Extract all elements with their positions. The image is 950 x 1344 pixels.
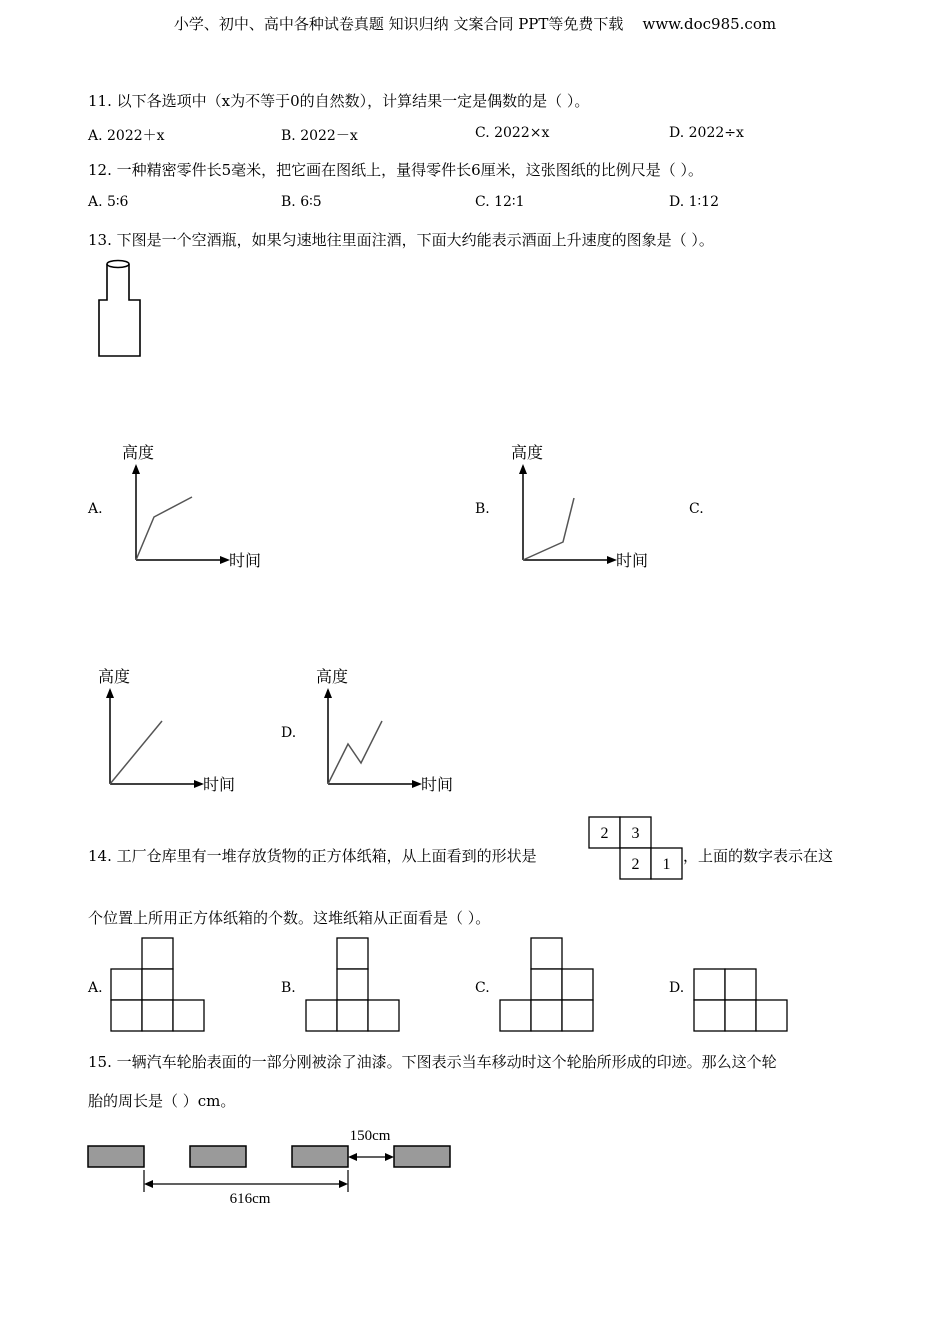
gap-label: 150cm [349, 1128, 391, 1144]
graph-d-x-label: 时间 [421, 775, 454, 794]
question-15-text-line2: 胎的周长是（ ）cm。 [88, 1092, 236, 1110]
top-view-num-1: 2 [600, 825, 609, 842]
graph-d [302, 662, 472, 802]
tire-track-figure [80, 1120, 480, 1220]
bottle-figure [96, 258, 144, 360]
top-view-num-4: 1 [662, 856, 671, 873]
top-view-num-3: 2 [631, 856, 640, 873]
graph-d-y-label: 高度 [316, 667, 349, 686]
q12-option-d: D. 1∶12 [669, 194, 719, 210]
q13-label-d: D. [281, 725, 297, 741]
graph-c-curve [110, 721, 162, 784]
q14-label-a: A. [88, 980, 103, 996]
paint-mark-3 [292, 1146, 348, 1167]
q14-top-view [587, 815, 687, 881]
graph-b-x-label: 时间 [616, 551, 649, 570]
question-15-text-line1: 15. 一辆汽车轮胎表面的一部分刚被涂了油漆。下图表示当车移动时这个轮胎所形成的印迹。那么这个轮 [88, 1053, 777, 1071]
q14-label-d: D. [669, 980, 685, 996]
q12-option-b: B. 6∶5 [281, 194, 322, 210]
q14-option-c-figure [499, 936, 599, 1034]
header-title: 小学、初中、高中各种试卷真题 知识归纳 文案合同 PPT等免费下载 [173, 15, 624, 33]
q11-option-a: A. 2022＋x [88, 128, 165, 144]
graph-c [84, 662, 254, 802]
q11-option-c: C. 2022×x [475, 125, 550, 141]
span-label: 616cm [229, 1191, 271, 1207]
page-header [0, 13, 950, 34]
question-11-text: 11. 以下各选项中（x为不等于0的自然数），计算结果一定是偶数的是（ ）。 [88, 92, 590, 110]
graph-b [497, 438, 667, 578]
top-view-num-2: 3 [631, 825, 640, 842]
header-site: www.doc985.com [642, 15, 777, 33]
q13-label-c: C. [689, 501, 704, 517]
graph-c-x-label: 时间 [203, 775, 236, 794]
graph-a-x-label: 时间 [229, 551, 262, 570]
paint-mark-1 [88, 1146, 144, 1167]
graph-a-y-label: 高度 [122, 443, 155, 462]
q14-option-d-figure [693, 936, 793, 1034]
question-12-text: 12. 一种精密零件长5毫米，把它画在图纸上，量得零件长6厘米，这张图纸的比例尺是（ ）。 [88, 161, 703, 179]
graph-a [110, 438, 280, 578]
question-14-text-after: ，上面的数字表示在这 [683, 847, 834, 865]
q14-label-b: B. [281, 980, 296, 996]
q11-option-d: D. 2022÷x [669, 125, 744, 141]
q14-option-a-figure [110, 936, 210, 1034]
q14-option-b-figure [305, 936, 405, 1034]
q13-label-a: A. [88, 501, 103, 517]
question-14-text-before: 14. 工厂仓库里有一堆存放货物的正方体纸箱，从上面看到的形状是 [88, 847, 537, 865]
paint-mark-2 [190, 1146, 246, 1167]
paint-mark-4 [394, 1146, 450, 1167]
question-14-text-line2: 个位置上所用正方体纸箱的个数。这堆纸箱从正面看是（ ）。 [88, 909, 491, 927]
q11-option-b: B. 2022－x [281, 128, 358, 144]
graph-b-curve [523, 498, 574, 560]
q13-label-b: B. [475, 501, 490, 517]
graph-a-curve [136, 497, 192, 560]
graph-b-y-label: 高度 [511, 443, 544, 462]
graph-c-y-label: 高度 [98, 667, 131, 686]
question-13-text: 13. 下图是一个空酒瓶，如果匀速地往里面注酒，下面大约能表示酒面上升速度的图象是（ ）。 [88, 231, 714, 249]
q12-option-a: A. 5∶6 [88, 194, 129, 210]
graph-d-curve [328, 721, 382, 784]
q12-option-c: C. 12∶1 [475, 194, 525, 210]
q14-label-c: C. [475, 980, 490, 996]
